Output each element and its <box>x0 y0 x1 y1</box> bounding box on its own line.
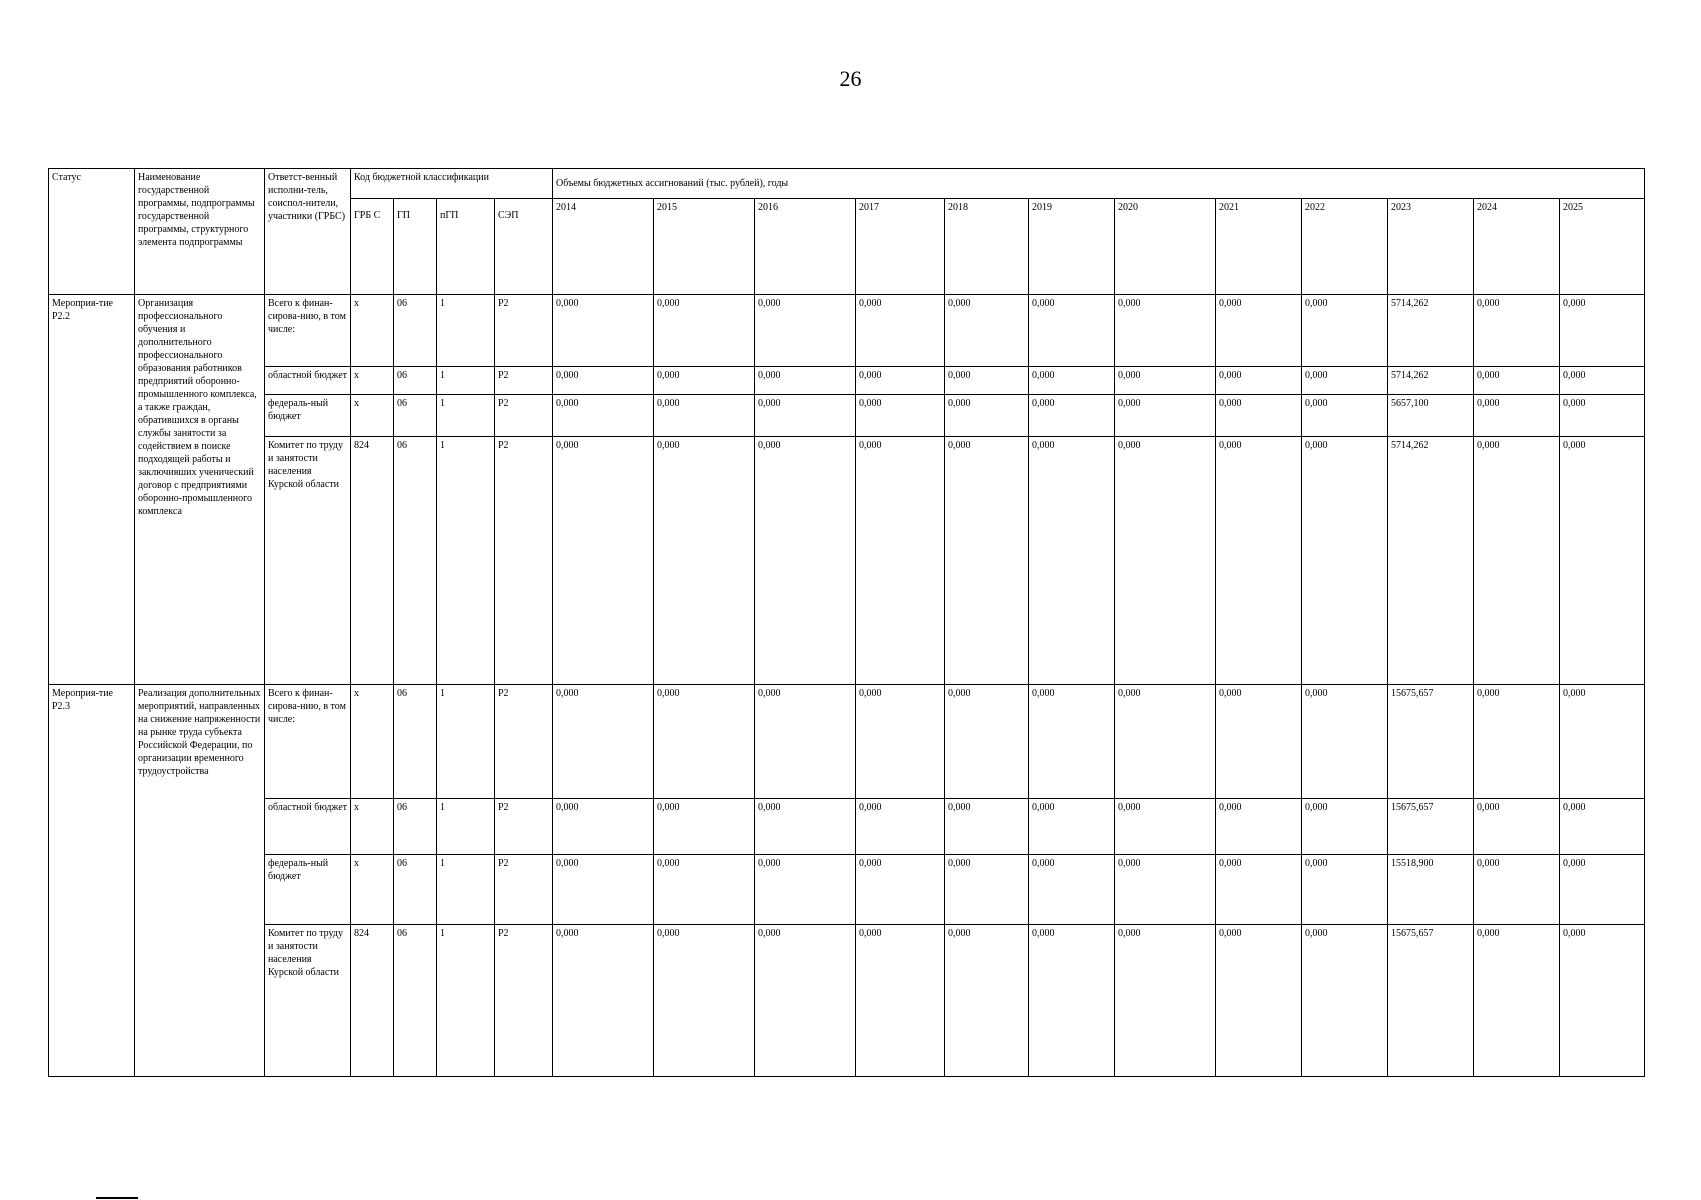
value-cell: 0,000 <box>1474 855 1560 925</box>
value-cell: 0,000 <box>1216 685 1302 799</box>
header-row-1 <box>49 169 1645 199</box>
value-cell: 0,000 <box>654 367 755 395</box>
value-cell: 0,000 <box>654 295 755 367</box>
value-cell: 0,000 <box>856 295 945 367</box>
value-cell: 0,000 <box>1115 925 1216 1077</box>
code-pgp-cell: 1 <box>437 295 495 367</box>
value-cell: 0,000 <box>553 295 654 367</box>
code-gp-cell: 06 <box>394 799 437 855</box>
value-cell: 0,000 <box>945 685 1029 799</box>
header-year: 2014 <box>553 199 654 295</box>
measure-name: Организация профессионального обучения и дополнительного профессионального образования работников предприятий оборонно-промышленного комплекса, а также граждан, обратившихся в органы службы занятости за содействием в поиске подходящей работы и заключивших ученический договор с предприятиями оборонно-промышленного комплекса <box>135 295 265 685</box>
code-grbs-cell: х <box>351 685 394 799</box>
measure-status: Мероприя-тие Р2.3 <box>49 685 135 1077</box>
code-grbs-cell: 824 <box>351 925 394 1077</box>
value-cell: 5657,100 <box>1388 395 1474 437</box>
value-cell: 0,000 <box>755 437 856 685</box>
value-cell: 0,000 <box>945 437 1029 685</box>
value-cell: 0,000 <box>654 855 755 925</box>
header-year: 2017 <box>856 199 945 295</box>
value-cell: 0,000 <box>1115 395 1216 437</box>
code-gp-cell: 06 <box>394 685 437 799</box>
value-cell: 0,000 <box>945 395 1029 437</box>
value-cell: 0,000 <box>1474 799 1560 855</box>
table-row <box>49 367 1645 395</box>
value-cell: 0,000 <box>1302 437 1388 685</box>
value-cell: 0,000 <box>1216 855 1302 925</box>
budget-allocation-table <box>48 168 1645 1077</box>
responsible-cell: федераль-ный бюджет <box>265 855 351 925</box>
value-cell: 0,000 <box>654 925 755 1077</box>
value-cell: 0,000 <box>856 685 945 799</box>
value-cell: 0,000 <box>654 437 755 685</box>
value-cell: 0,000 <box>1474 437 1560 685</box>
code-pgp-cell: 1 <box>437 395 495 437</box>
code-sep-cell: Р2 <box>495 367 553 395</box>
value-cell: 0,000 <box>1560 799 1645 855</box>
value-cell: 15675,657 <box>1388 685 1474 799</box>
header-year: 2019 <box>1029 199 1115 295</box>
value-cell: 0,000 <box>1474 295 1560 367</box>
header-status: Статус <box>49 169 135 295</box>
code-gp-cell: 06 <box>394 855 437 925</box>
code-grbs-cell: х <box>351 799 394 855</box>
table-row <box>49 395 1645 437</box>
responsible-cell: федераль-ный бюджет <box>265 395 351 437</box>
value-cell: 0,000 <box>1216 925 1302 1077</box>
value-cell: 0,000 <box>1302 395 1388 437</box>
value-cell: 0,000 <box>856 395 945 437</box>
value-cell: 0,000 <box>1560 685 1645 799</box>
code-sep-cell: Р2 <box>495 925 553 1077</box>
value-cell: 0,000 <box>553 367 654 395</box>
header-sep: СЭП <box>495 199 553 295</box>
value-cell: 0,000 <box>1029 799 1115 855</box>
page-number: 26 <box>839 66 862 91</box>
value-cell: 0,000 <box>1115 437 1216 685</box>
table-row <box>49 295 1645 367</box>
code-pgp-cell: 1 <box>437 685 495 799</box>
value-cell: 0,000 <box>755 367 856 395</box>
value-cell: 0,000 <box>1115 685 1216 799</box>
header-year: 2025 <box>1560 199 1645 295</box>
value-cell: 0,000 <box>1474 367 1560 395</box>
table-row <box>49 685 1645 799</box>
code-sep-cell: Р2 <box>495 437 553 685</box>
header-grbs: ГРБ С <box>351 199 394 295</box>
code-pgp-cell: 1 <box>437 925 495 1077</box>
code-gp-cell: 06 <box>394 295 437 367</box>
header-year: 2022 <box>1302 199 1388 295</box>
value-cell: 0,000 <box>1560 395 1645 437</box>
code-gp-cell: 06 <box>394 437 437 685</box>
value-cell: 5714,262 <box>1388 437 1474 685</box>
header-year: 2023 <box>1388 199 1474 295</box>
value-cell: 0,000 <box>1302 295 1388 367</box>
value-cell: 0,000 <box>856 367 945 395</box>
value-cell: 0,000 <box>1216 799 1302 855</box>
code-grbs-cell: 824 <box>351 437 394 685</box>
responsible-cell: областной бюджет <box>265 799 351 855</box>
value-cell: 0,000 <box>755 685 856 799</box>
code-grbs-cell: х <box>351 855 394 925</box>
value-cell: 15518,900 <box>1388 855 1474 925</box>
code-sep-cell: Р2 <box>495 295 553 367</box>
responsible-cell: Комитет по труду и занятости населения Курской области <box>265 437 351 685</box>
value-cell: 0,000 <box>1474 925 1560 1077</box>
measure-status: Мероприя-тие Р2.2 <box>49 295 135 685</box>
header-year: 2016 <box>755 199 856 295</box>
value-cell: 0,000 <box>945 799 1029 855</box>
value-cell: 0,000 <box>856 437 945 685</box>
value-cell: 0,000 <box>1302 799 1388 855</box>
header-year: 2018 <box>945 199 1029 295</box>
value-cell: 0,000 <box>1216 395 1302 437</box>
value-cell: 0,000 <box>755 925 856 1077</box>
value-cell: 0,000 <box>1560 925 1645 1077</box>
value-cell: 0,000 <box>1029 437 1115 685</box>
table-row <box>49 437 1645 685</box>
value-cell: 0,000 <box>945 925 1029 1077</box>
value-cell: 0,000 <box>1029 685 1115 799</box>
value-cell: 0,000 <box>1029 925 1115 1077</box>
value-cell: 0,000 <box>1029 367 1115 395</box>
value-cell: 0,000 <box>945 295 1029 367</box>
value-cell: 5714,262 <box>1388 367 1474 395</box>
value-cell: 0,000 <box>1302 925 1388 1077</box>
value-cell: 0,000 <box>553 925 654 1077</box>
value-cell: 0,000 <box>1029 395 1115 437</box>
value-cell: 15675,657 <box>1388 799 1474 855</box>
value-cell: 0,000 <box>1474 395 1560 437</box>
code-grbs-cell: х <box>351 295 394 367</box>
header-year: 2021 <box>1216 199 1302 295</box>
value-cell: 0,000 <box>1029 855 1115 925</box>
table-row <box>49 855 1645 925</box>
value-cell: 0,000 <box>1216 367 1302 395</box>
code-sep-cell: Р2 <box>495 855 553 925</box>
value-cell: 0,000 <box>1216 295 1302 367</box>
value-cell: 0,000 <box>1560 437 1645 685</box>
code-pgp-cell: 1 <box>437 855 495 925</box>
value-cell: 0,000 <box>945 855 1029 925</box>
responsible-cell: Всего к финан-сирова-нию, в том числе: <box>265 295 351 367</box>
code-sep-cell: Р2 <box>495 685 553 799</box>
value-cell: 0,000 <box>1302 367 1388 395</box>
code-gp-cell: 06 <box>394 395 437 437</box>
responsible-cell: Всего к финан-сирова-нию, в том числе: <box>265 685 351 799</box>
footer-rule <box>96 1197 138 1199</box>
code-gp-cell: 06 <box>394 367 437 395</box>
table-row <box>49 799 1645 855</box>
value-cell: 0,000 <box>1474 685 1560 799</box>
value-cell: 0,000 <box>553 799 654 855</box>
value-cell: 0,000 <box>1216 437 1302 685</box>
header-budget-volumes: Объемы бюджетных ассигнований (тыс. рублей), годы <box>553 169 1645 199</box>
value-cell: 0,000 <box>1115 799 1216 855</box>
value-cell: 0,000 <box>755 799 856 855</box>
value-cell: 0,000 <box>856 799 945 855</box>
header-year: 2015 <box>654 199 755 295</box>
code-sep-cell: Р2 <box>495 395 553 437</box>
measure-name: Реализация дополнительных мероприятий, направленных на снижение напряженности на рынке труда субъекта Российской Федерации, по организации временного трудоустройства <box>135 685 265 1077</box>
value-cell: 0,000 <box>553 395 654 437</box>
value-cell: 0,000 <box>654 395 755 437</box>
value-cell: 5714,262 <box>1388 295 1474 367</box>
header-responsible: Ответст-венный исполни-тель, соиспол-нители, участники (ГРБС) <box>265 169 351 295</box>
header-pgp: пГП <box>437 199 495 295</box>
value-cell: 0,000 <box>856 855 945 925</box>
responsible-cell: областной бюджет <box>265 367 351 395</box>
value-cell: 0,000 <box>1115 295 1216 367</box>
code-sep-cell: Р2 <box>495 799 553 855</box>
code-pgp-cell: 1 <box>437 799 495 855</box>
value-cell: 0,000 <box>553 437 654 685</box>
value-cell: 0,000 <box>1560 295 1645 367</box>
code-grbs-cell: х <box>351 367 394 395</box>
value-cell: 0,000 <box>755 855 856 925</box>
code-pgp-cell: 1 <box>437 437 495 685</box>
header-budget-code: Код бюджетной классификации <box>351 169 553 199</box>
value-cell: 0,000 <box>1302 855 1388 925</box>
value-cell: 0,000 <box>1029 295 1115 367</box>
value-cell: 0,000 <box>1115 367 1216 395</box>
header-year: 2020 <box>1115 199 1216 295</box>
responsible-cell: Комитет по труду и занятости населения Курской области <box>265 925 351 1077</box>
code-pgp-cell: 1 <box>437 367 495 395</box>
code-grbs-cell: х <box>351 395 394 437</box>
header-year: 2024 <box>1474 199 1560 295</box>
table-row <box>49 925 1645 1077</box>
value-cell: 0,000 <box>553 685 654 799</box>
value-cell: 0,000 <box>755 395 856 437</box>
header-gp: ГП <box>394 199 437 295</box>
code-gp-cell: 06 <box>394 925 437 1077</box>
value-cell: 0,000 <box>1560 367 1645 395</box>
value-cell: 0,000 <box>945 367 1029 395</box>
value-cell: 0,000 <box>755 295 856 367</box>
value-cell: 0,000 <box>1560 855 1645 925</box>
value-cell: 0,000 <box>654 799 755 855</box>
value-cell: 0,000 <box>1115 855 1216 925</box>
value-cell: 0,000 <box>1302 685 1388 799</box>
header-name: Наименование государственной программы, подпрограммы государственной программы, структурного элемента подпрограммы <box>135 169 265 295</box>
value-cell: 0,000 <box>553 855 654 925</box>
value-cell: 0,000 <box>856 925 945 1077</box>
value-cell: 15675,657 <box>1388 925 1474 1077</box>
value-cell: 0,000 <box>654 685 755 799</box>
